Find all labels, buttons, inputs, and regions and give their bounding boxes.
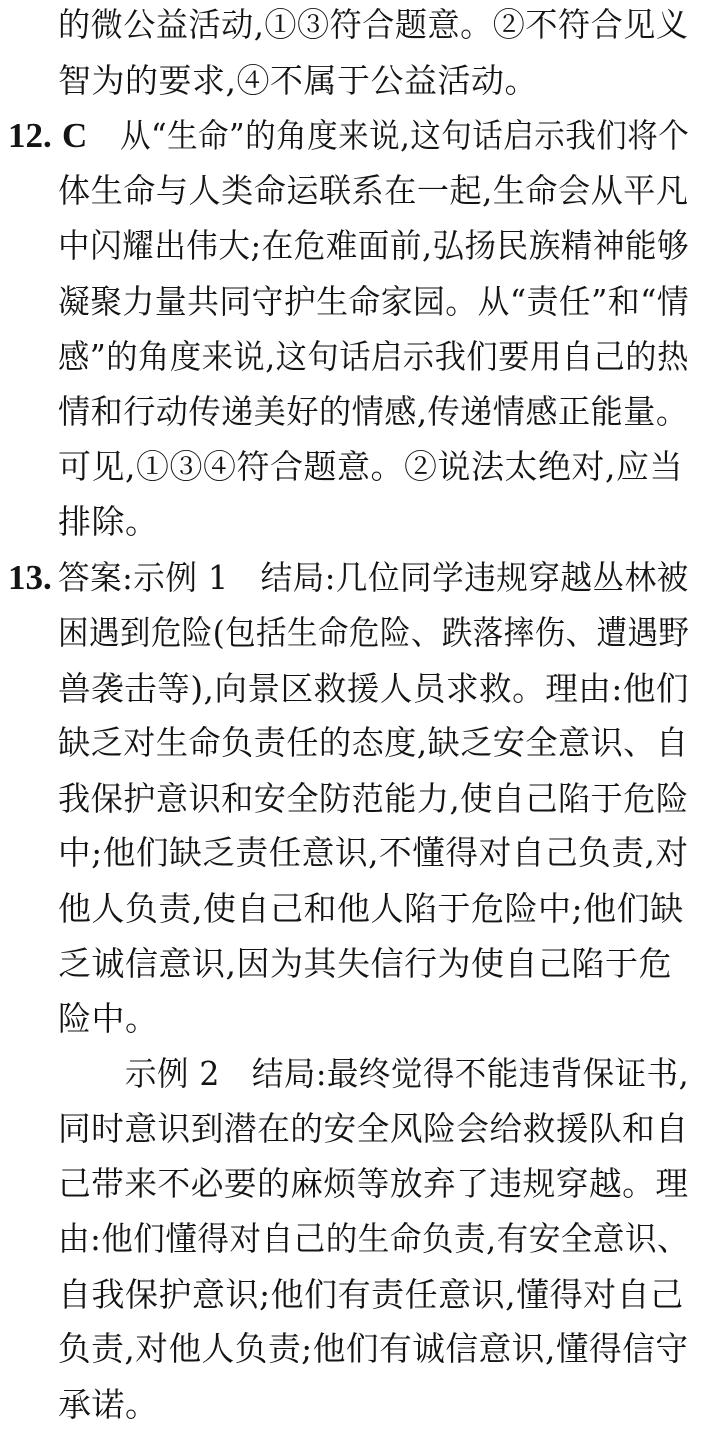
question-13-line-3: 兽袭击等),向景区救援人员求救。理由:他们 xyxy=(58,669,689,708)
question-12-line-6: 情和行动传递美好的情感,传递情感正能量。 xyxy=(58,392,689,431)
question-13-line-1: 答案:示例 1 结局:几位同学违规穿越丛林被 xyxy=(58,558,689,597)
question-12-line-7: 可见,①③④符合题意。②说法太绝对,应当 xyxy=(58,447,683,486)
question-13-line-10: 示例 2 结局:最终觉得不能违背保证书, xyxy=(125,1054,690,1093)
question-13-line-13: 由:他们懂得对自己的生命负责,有安全意识、 xyxy=(58,1219,690,1258)
question-12-line-4: 凝聚力量共同守护生命家园。从“责任”和“情 xyxy=(58,282,690,321)
question-13-line-16: 承诺。 xyxy=(58,1385,159,1424)
question-13-line-5: 我保护意识和安全防范能力,使自己陷于危险 xyxy=(58,779,689,818)
intro-line-2: 智为的要求,④不属于公益活动。 xyxy=(58,61,538,100)
question-13-line-6: 中;他们缺乏责任意识,不懂得对自己负责,对 xyxy=(58,833,689,872)
question-12-number: 12. xyxy=(8,116,52,155)
intro-line-1: 的微公益活动,①③符合题意。②不符合见义 xyxy=(58,5,689,44)
question-12-line-2: 体生命与人类命运联系在一起,生命会从平凡 xyxy=(58,171,689,210)
question-12-line-5: 感”的角度来说,这句话启示我们要用自己的热 xyxy=(58,337,689,376)
question-13-line-4: 缺乏对生命负责任的态度,缺乏安全意识、自 xyxy=(58,723,689,762)
question-12-answer-choice: C xyxy=(62,116,88,155)
question-13-line-14: 自我保护意识;他们有责任意识,懂得对自己 xyxy=(58,1275,684,1314)
question-13-line-15: 负责,对他人负责;他们有诚信意识,懂得信守 xyxy=(58,1329,689,1368)
question-13-line-12: 己带来不必要的麻烦等放弃了违规穿越。理 xyxy=(58,1164,689,1203)
question-13-line-8: 乏诚信意识,因为其失信行为使自己陷于危 xyxy=(58,944,672,983)
question-13-line-7: 他人负责,使自己和他人陷于危险中;他们缺 xyxy=(58,889,684,928)
question-12-line-8: 排除。 xyxy=(58,502,159,541)
question-12-line-3: 中闪耀出伟大;在危难面前,弘扬民族精神能够 xyxy=(58,226,690,265)
question-12-line-1: 从“生命”的角度来说,这句话启示我们将个 xyxy=(120,116,690,155)
question-13-number: 13. xyxy=(8,558,52,597)
question-13-line-2: 困遇到危险(包括生命危险、跌落摔伤、遭遇野 xyxy=(58,613,690,652)
question-13-line-9: 险中。 xyxy=(58,999,159,1038)
question-13-line-11: 同时意识到潜在的安全风险会给救援队和自 xyxy=(58,1109,689,1148)
